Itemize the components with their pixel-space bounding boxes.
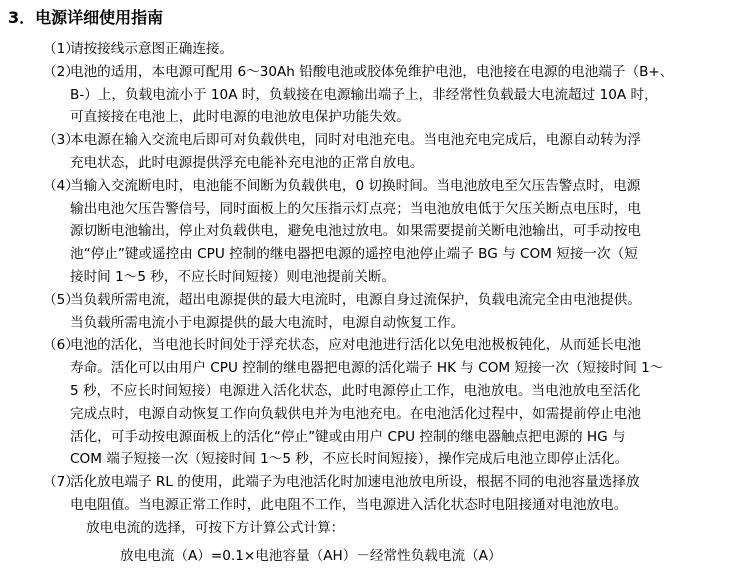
item-text-line: 充电状态，此时电源提供浮充电能补充电池的正常自放电。: [70, 154, 424, 171]
item-number: （1）: [43, 41, 79, 57]
instruction-item: [8, 471, 738, 517]
item-text-line: B-）上，负载电流小于 10A 时，负载接在电源输出端子上，非经常性负载最大电流超过 10A 时，: [70, 86, 658, 103]
item-number: （4）: [43, 177, 79, 194]
item-text-line: 当输入交流断电时，电池能不间断为负载供电，0 切换时间。当电池放电至欠压告警点时，电源: [70, 177, 641, 194]
item-text-line: 本电源在输入交流电后即可对负载供电，同时对电池充电。当电池充电完成后，电源自动转为浮: [70, 132, 641, 149]
item-number: （7）: [43, 474, 79, 491]
discharge-current-note: 放电电流的选择，可按下方计算公式计算：: [86, 519, 345, 536]
item-text-line: COM 端子短接一次（短接时间 1～5 秒，不应长时间短接），操作完成后电池立即停止活化。: [70, 451, 629, 468]
item-text-line: 电池的活化，当电池长时间处于浮充状态，应对电池进行活化以免电池极板钝化，从而延长电池: [70, 337, 641, 354]
item-number: （3）: [43, 132, 79, 149]
item-text-line: 池“停止”键或遥控由 CPU 控制的继电器把电源的遥控电池停止端子 BG 与 COM 短接一次（短: [70, 246, 638, 263]
item-text-line: 接时间 1～5 秒，不应长时间短接）则电池提前关断。: [70, 268, 396, 285]
item-text-line: 活化，可手动按电源面板上的活化“停止”键或由用户 CPU 控制的继电器触点把电源的 HG 与: [70, 428, 626, 445]
item-text-line: 电电阻值。当电源正常工作时，此电阻不工作，当电源进入活化状态时电阻接通对电池放电。: [70, 496, 628, 513]
item-text: [70, 289, 738, 335]
item-number: （2）: [43, 63, 79, 80]
instruction-list: [8, 38, 738, 517]
instruction-item: [8, 289, 738, 335]
item-text-line: 可直接接在电池上，此时电源的电池放电保护功能失效。: [70, 109, 410, 126]
discharge-current-formula: 放电电流（A）=0.1×电池容量（AH）－经常性负载电流（A）: [120, 547, 502, 564]
item-text: [70, 129, 738, 175]
item-text-line: 请按接线示意图正确连接。: [70, 41, 234, 57]
item-text: [70, 334, 738, 471]
item-text-line: 寿命。活化可以由用户 CPU 控制的继电器把电源的活化端子 HK 与 COM 短接一次（短接时间 1～: [70, 360, 664, 377]
item-text-line: 完成点时，电源自动恢复工作向负载供电并为电池充电。在电池活化过程中，如需提前停止电池: [70, 405, 641, 422]
item-text-line: 当负载所需电流小于电源提供的最大电流时，电源自动恢复工作。: [70, 314, 465, 331]
instruction-item: [8, 175, 738, 289]
item-text-line: 输出电池欠压告警信号，同时面板上的欠压指示灯点亮；当电池放电低于欠压关断点电压时，电: [70, 200, 641, 217]
item-text-line: 源切断电池输出，停止对负载供电，避免电池过放电。如果需要提前关断电池输出，可手动按电: [70, 223, 641, 240]
item-text-line: 活化放电端子 RL 的使用，此端子为电池活化时加速电池放电所设，根据不同的电池容量选择放: [70, 474, 640, 491]
instruction-item: [8, 38, 738, 61]
item-text: [70, 38, 738, 61]
instruction-item: [8, 61, 738, 129]
item-text: [70, 175, 738, 289]
item-number: （5）: [43, 291, 79, 308]
instruction-item: [8, 334, 738, 471]
item-text: [70, 61, 738, 129]
section-title: 3．电源详细使用指南: [8, 8, 164, 27]
item-text: [70, 471, 738, 517]
item-text-line: 当负载所需电流，超出电源提供的最大电流时，电源自身过流保护，负载电流完全由电池提供。: [70, 291, 641, 308]
item-text-line: 电池的适用，本电源可配用 6～30Ah 铅酸电池或胶体免维护电池，电池接在电源的电池端子（B+、: [70, 63, 674, 80]
item-number: （6）: [43, 337, 79, 354]
item-text-line: 5 秒，不应长时间短接）电源进入活化状态，此时电源停止工作，电池放电。当电池放电至活化: [70, 382, 641, 399]
instruction-item: [8, 129, 738, 175]
